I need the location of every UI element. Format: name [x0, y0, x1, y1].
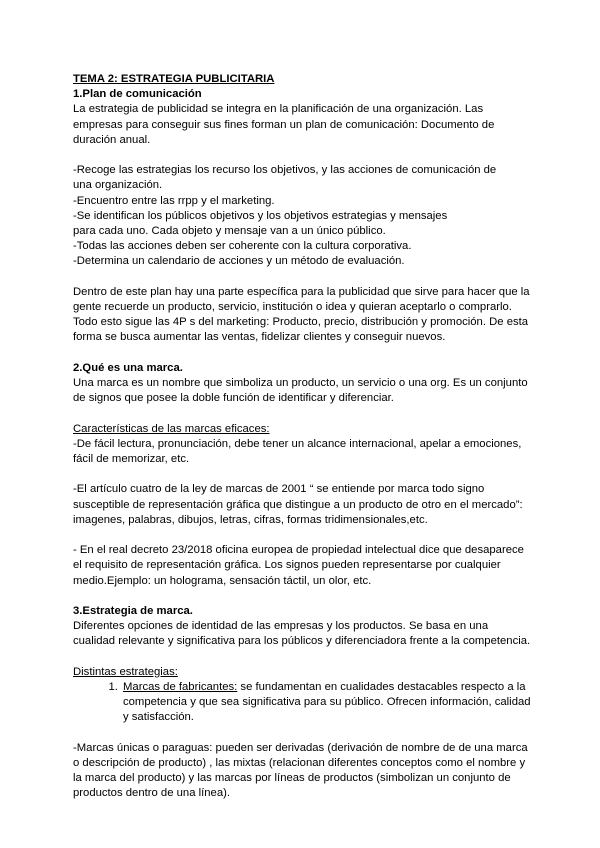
section-1-paragraph: Dentro de este plan hay una parte específica para la publicidad que sirve para hacer que la gente recuerde un producto, servicio, institución o idea y quieran aceptarlo o comprarlo. Todo esto sigue las 4P s del marketing: Producto, precio, distribución y promoción. De esta forma se busca aumentar las ventas, fidelizar clientes y conseguir nuevos. — [73, 285, 530, 344]
section-1-intro: La estrategia de publicidad se integra en la planificación de una organización. Las empresas para conseguir sus fines forman un plan de comunicación: Documento de duración anual. — [73, 103, 495, 146]
section-1-line: -Todas las acciones deben ser coherente con la cultura corporativa. — [73, 240, 412, 253]
section-2-heading: 2.Qué es una marca. — [73, 361, 183, 374]
strategies-list — [73, 680, 533, 726]
section-3-subheading: Distintas estrategias: — [73, 665, 178, 678]
section-2-subheading: Características de las marcas eficaces: — [73, 422, 270, 435]
section-3-heading: 3.Estrategia de marca. — [73, 605, 193, 617]
section-2-intro: Una marca es un nombre que simboliza un producto, un servicio o una org. Es un conjunto de signos que posee la doble función de identificar y diferenciar. — [73, 377, 528, 405]
section-3-intro: Diferentes opciones de identidad de las empresas y los productos. Se basa en una cualidad relevante y significativa para los públicos y diferenciadora frente a la competencia. — [73, 620, 531, 648]
list-item-text: se fundamentan en cualidades destacables respecto a la competencia y que sea significativa para su público. Ofrecen información, calidad y satisfacción. — [123, 681, 531, 724]
section-1-line: -Recoge las estrategias los recurso los objetivos, y las acciones de comunicación de — [73, 164, 497, 177]
list-item — [121, 680, 533, 726]
document-page — [73, 72, 533, 802]
section-1-line: una organización. — [73, 179, 163, 192]
section-1-line: -Se identifican los públicos objetivos y los objetivos estrategias y mensajes — [73, 209, 448, 222]
section-1-line: para cada uno. Cada objeto y mensaje van a un único público. — [73, 225, 386, 238]
section-1-line: -Encuentro entre las rrpp y el marketing. — [73, 194, 275, 207]
section-2-paragraph: -De fácil lectura, pronunciación, debe tener un alcance internacional, apelar a emociones, fácil de memorizar, etc. — [73, 437, 522, 466]
section-3-paragraph: -Marcas únicas o paraguas: pueden ser derivadas (derivación de nombre de de una marca o descripción de producto) , las mixtas (relacionan diferentes conceptos como el nombre y la marca del producto) y las marcas por líneas de productos (simbolizan un conjunto de productos dentro de una línea). — [73, 741, 528, 800]
section-2-paragraph: -El artículo cuatro de la ley de marcas de 2001 “ se entiende por marca todo signo susceptible de representación gráfica que distingue a un producto de otro en el mercado”: imagenes, palabras, dibujos, letras, cifras, formas tridimensionales,etc. — [73, 483, 523, 526]
section-2-paragraph: - En el real decreto 23/2018 oficina europea de propiedad intelectual dice que desaparece el requisito de representación gráfica. Los signos pueden representarse por cualquier medio.Ejemplo: un holograma, sensación táctil, un olor, etc. — [73, 544, 524, 587]
document-title: TEMA 2: ESTRATEGIA PUBLICITARIA — [73, 73, 275, 85]
list-item-term: Marcas de fabricantes: — [123, 681, 238, 693]
section-1-line: -Determina un calendario de acciones y un método de evaluación. — [73, 255, 405, 268]
section-1-heading: 1.Plan de comunicación — [73, 88, 202, 101]
